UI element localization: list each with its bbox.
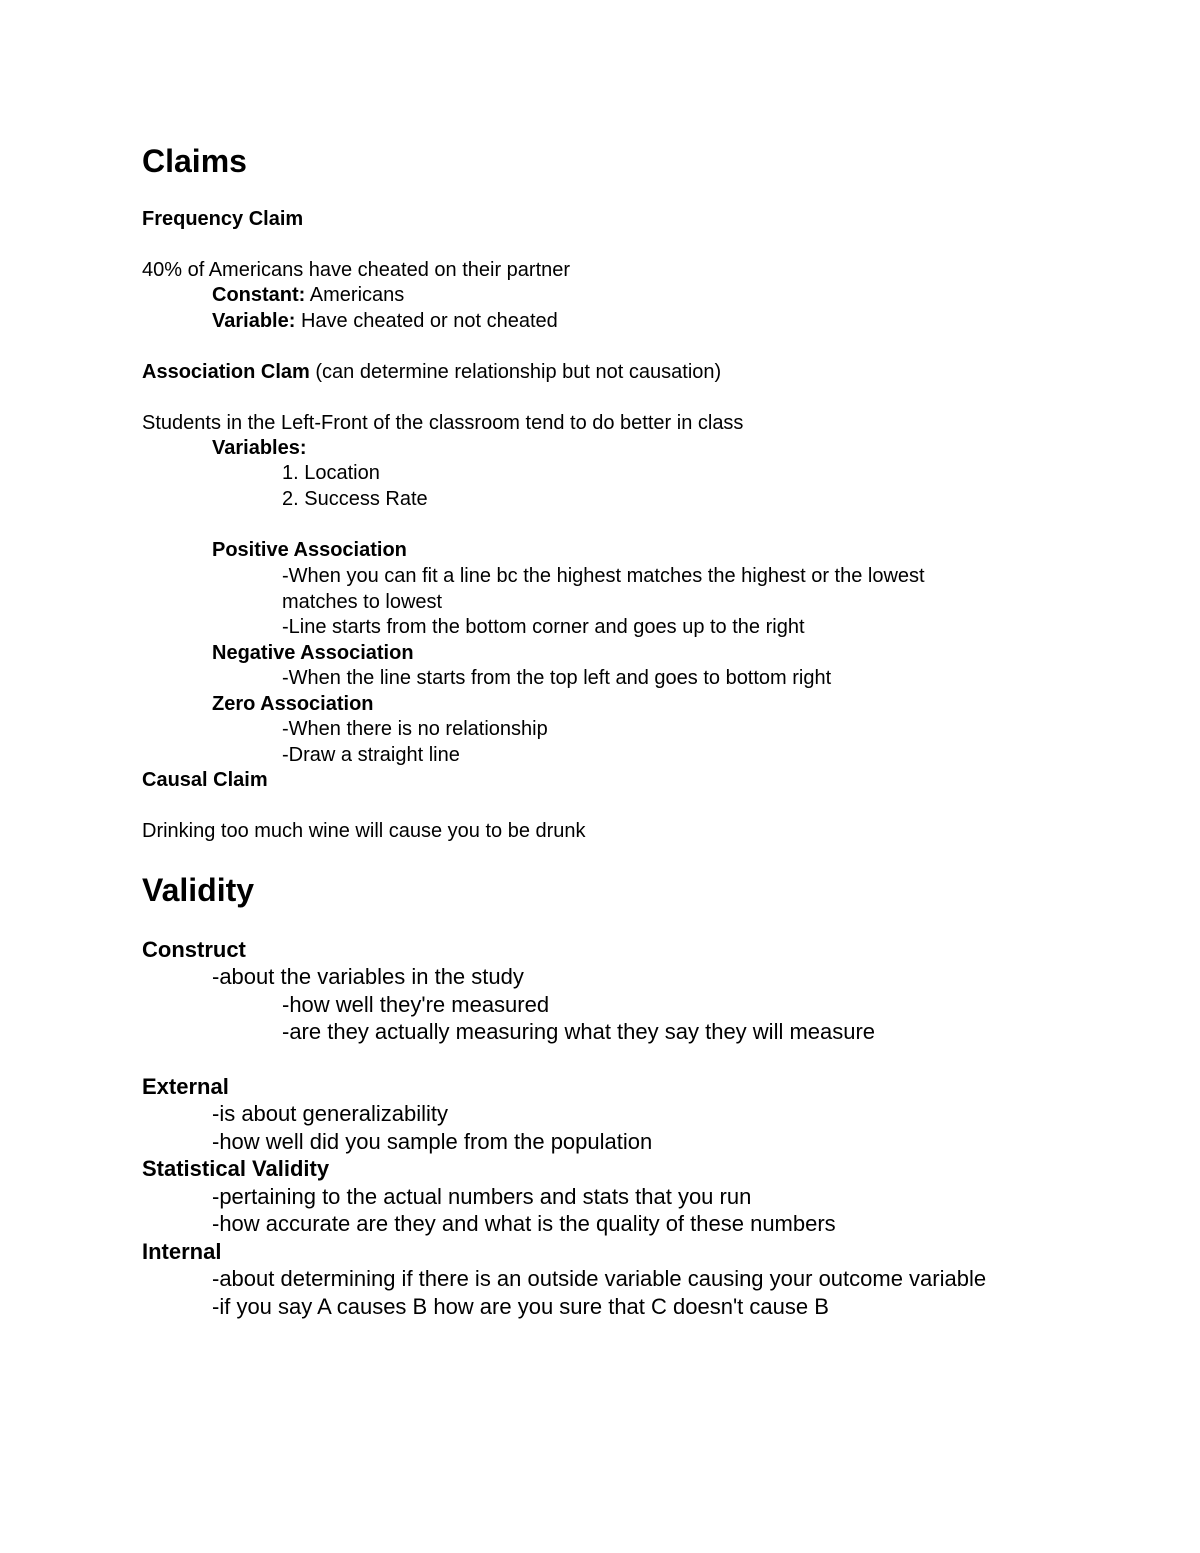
claims-heading: Claims (142, 143, 247, 179)
variable-label: Variable: (212, 310, 296, 332)
zero-association-heading: Zero Association (212, 693, 374, 715)
external-heading: External (142, 1074, 229, 1099)
construct-heading: Construct (142, 937, 246, 962)
negative-association-heading: Negative Association (212, 642, 414, 664)
validity-heading: Validity (142, 872, 255, 908)
constant-label: Constant: (212, 284, 306, 306)
causal-claim-example: Drinking too much wine will cause you to be drunk (142, 820, 586, 842)
construct-subpoint: -how well they're measured (282, 992, 550, 1017)
internal-heading: Internal (142, 1239, 222, 1264)
zero-association-point: -When there is no relationship (282, 718, 548, 740)
negative-association-point: -When the line starts from the top left and goes to bottom right (282, 667, 832, 689)
construct-point: -about the variables in the study (212, 964, 524, 989)
zero-association-point: -Draw a straight line (282, 744, 460, 766)
construct-subpoint: -are they actually measuring what they say they will measure (282, 1019, 876, 1044)
statistical-validity-point: -how accurate are they and what is the quality of these numbers (212, 1211, 836, 1236)
constant-value: Americans (305, 284, 405, 306)
association-claim-note: (can determine relationship but not causation) (309, 361, 722, 383)
association-claim-label: Association Clam (142, 361, 310, 383)
frequency-constant (212, 285, 404, 305)
variable-value: Have cheated or not cheated (295, 310, 558, 332)
frequency-variable (212, 311, 558, 331)
positive-association-point: -When you can fit a line bc the highest matches the highest or the lowest (282, 565, 925, 587)
external-point: -is about generalizability (212, 1101, 449, 1126)
statistical-validity-point: -pertaining to the actual numbers and stats that you run (212, 1184, 752, 1209)
association-variables-label: Variables: (212, 437, 307, 459)
causal-claim-heading: Causal Claim (142, 769, 268, 791)
internal-point: -about determining if there is an outside variable causing your outcome variable (212, 1266, 987, 1291)
frequency-claim-example: 40% of Americans have cheated on their partner (142, 259, 571, 281)
internal-point: -if you say A causes B how are you sure that C doesn't cause B (212, 1294, 829, 1319)
association-variable-item: 1. Location (282, 462, 380, 484)
positive-association-point: matches to lowest (282, 591, 443, 613)
positive-association-heading: Positive Association (212, 539, 407, 561)
positive-association-point: -Line starts from the bottom corner and goes up to the right (282, 616, 805, 638)
statistical-validity-heading: Statistical Validity (142, 1156, 330, 1181)
association-claim-heading (142, 362, 721, 382)
frequency-claim-heading: Frequency Claim (142, 208, 304, 230)
association-claim-example: Students in the Left-Front of the classroom tend to do better in class (142, 412, 744, 434)
association-variable-item: 2. Success Rate (282, 488, 428, 510)
external-point: -how well did you sample from the population (212, 1129, 653, 1154)
